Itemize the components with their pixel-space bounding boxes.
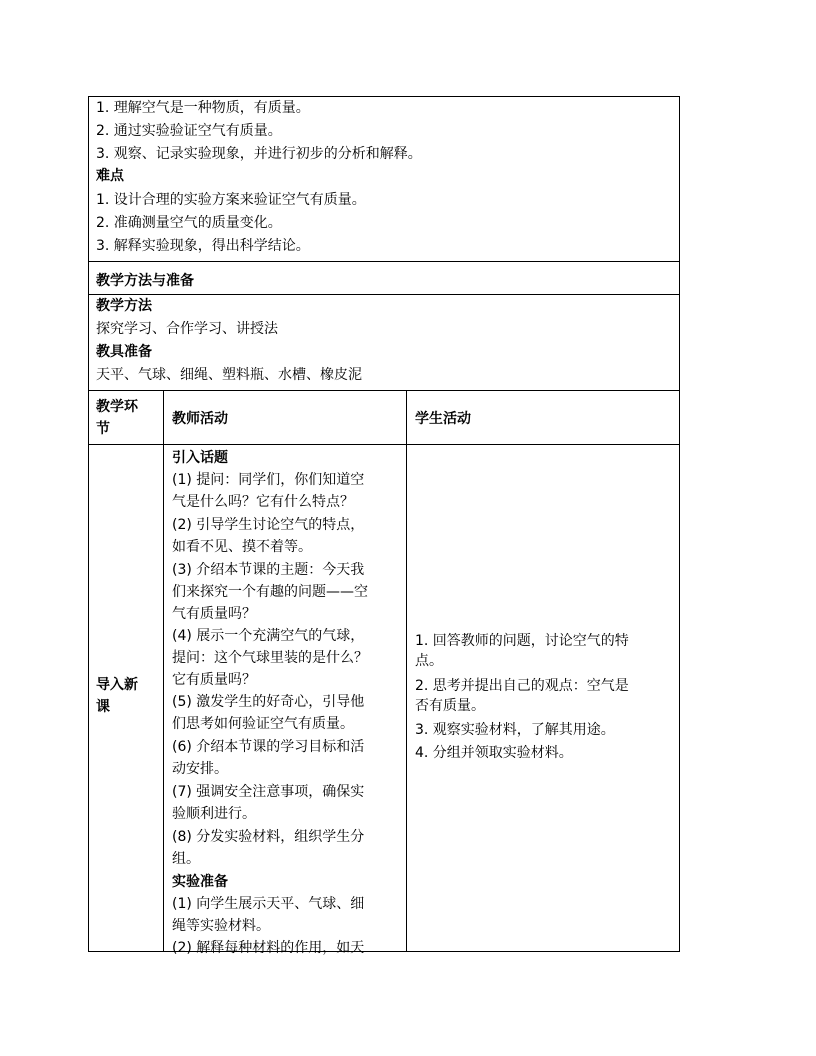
- teacher-activity-line: (8) 分发实验材料，组织学生分: [172, 829, 365, 845]
- student-activity-cell: [415, 445, 677, 952]
- tools-heading: 教具准备: [96, 344, 152, 360]
- teacher-activity-line: 们来探究一个有趣的问题——空: [172, 584, 368, 600]
- header-stage-line1: 教学环: [96, 399, 138, 415]
- teacher-section-heading: 引入话题: [172, 450, 228, 466]
- difficulty-heading: 难点: [96, 168, 124, 184]
- student-activity-line: 2. 思考并提出自己的观点：空气是: [415, 678, 629, 694]
- teacher-activity-line: (1) 提问：同学们，你们知道空: [172, 472, 365, 488]
- lesson-plan-table: [88, 96, 680, 956]
- teacher-activity-line: (5) 激发学生的好奇心，引导他: [172, 694, 365, 710]
- teacher-activity-line: 气有质量吗？: [172, 606, 256, 622]
- teacher-activity-line: (4) 展示一个充满空气的气球，: [172, 628, 365, 644]
- difficulty-item-3: 3. 解释实验现象，得出科学结论。: [96, 238, 310, 254]
- goal-item-1: 1. 理解空气是一种物质，有质量。: [96, 100, 310, 116]
- teacher-activity-line: 动安排。: [172, 761, 228, 777]
- stage-label-line2: 课: [96, 699, 110, 715]
- teacher-activity-cell: [172, 445, 404, 956]
- teacher-activity-line: 组。: [172, 851, 200, 867]
- teacher-section-heading: 实验准备: [172, 874, 228, 890]
- teacher-activity-line: (7) 强调安全注意事项，确保实: [172, 784, 365, 800]
- goal-item-2: 2. 通过实验验证空气有质量。: [96, 123, 282, 139]
- student-activity-line: 否有质量。: [415, 698, 485, 714]
- activity-header-row: [89, 391, 679, 444]
- method-text: 探究学习、合作学习、讲授法: [96, 321, 278, 337]
- difficulty-item-2: 2. 准确测量空气的质量变化。: [96, 215, 282, 231]
- teacher-activity-line: (3) 介绍本节课的主题：今天我: [172, 562, 365, 578]
- methods-title-cell: [89, 262, 679, 293]
- teacher-activity-line: (1) 向学生展示天平、气球、细: [172, 896, 365, 912]
- goal-item-3: 3. 观察、记录实验现象，并进行初步的分析和解释。: [96, 146, 422, 162]
- teacher-activity-line: 如看不见、摸不着等。: [172, 539, 312, 555]
- difficulty-item-1: 1. 设计合理的实验方案来验证空气有质量。: [96, 192, 366, 208]
- teacher-activity-line: 它有质量吗？: [172, 672, 256, 688]
- intro-row: [89, 445, 679, 956]
- teacher-activity-line: (2) 解释每种材料的作用，如天: [172, 940, 365, 956]
- methods-cell: [89, 295, 679, 389]
- student-activity-line: 点。: [415, 653, 443, 669]
- goals-cell: [89, 97, 679, 261]
- stage-label-line1: 导入新: [96, 677, 138, 693]
- teacher-activity-line: 绳等实验材料。: [172, 918, 270, 934]
- teacher-activity-line: (2) 引导学生讨论空气的特点，: [172, 517, 365, 533]
- student-activity-line: 1. 回答教师的问题，讨论空气的特: [415, 633, 629, 649]
- header-teacher-activity: 教师活动: [172, 411, 228, 427]
- header-student-activity: 学生活动: [415, 411, 471, 427]
- teacher-activity-line: 们思考如何验证空气有质量。: [172, 716, 354, 732]
- teacher-activity-line: 提问：这个气球里装的是什么？: [172, 650, 368, 666]
- section-title: 教学方法与准备: [96, 273, 194, 289]
- tools-text: 天平、气球、细绳、塑料瓶、水槽、橡皮泥: [96, 367, 362, 383]
- teacher-activity-line: 气是什么吗？它有什么特点？: [172, 494, 354, 510]
- method-heading: 教学方法: [96, 298, 152, 314]
- student-activity-line: 3. 观察实验材料，了解其用途。: [415, 722, 615, 738]
- teacher-activity-line: 验顺利进行。: [172, 806, 256, 822]
- teacher-activity-line: (6) 介绍本节课的学习目标和活: [172, 739, 365, 755]
- student-activity-line: 4. 分组并领取实验材料。: [415, 745, 573, 761]
- header-stage-line2: 节: [96, 421, 110, 437]
